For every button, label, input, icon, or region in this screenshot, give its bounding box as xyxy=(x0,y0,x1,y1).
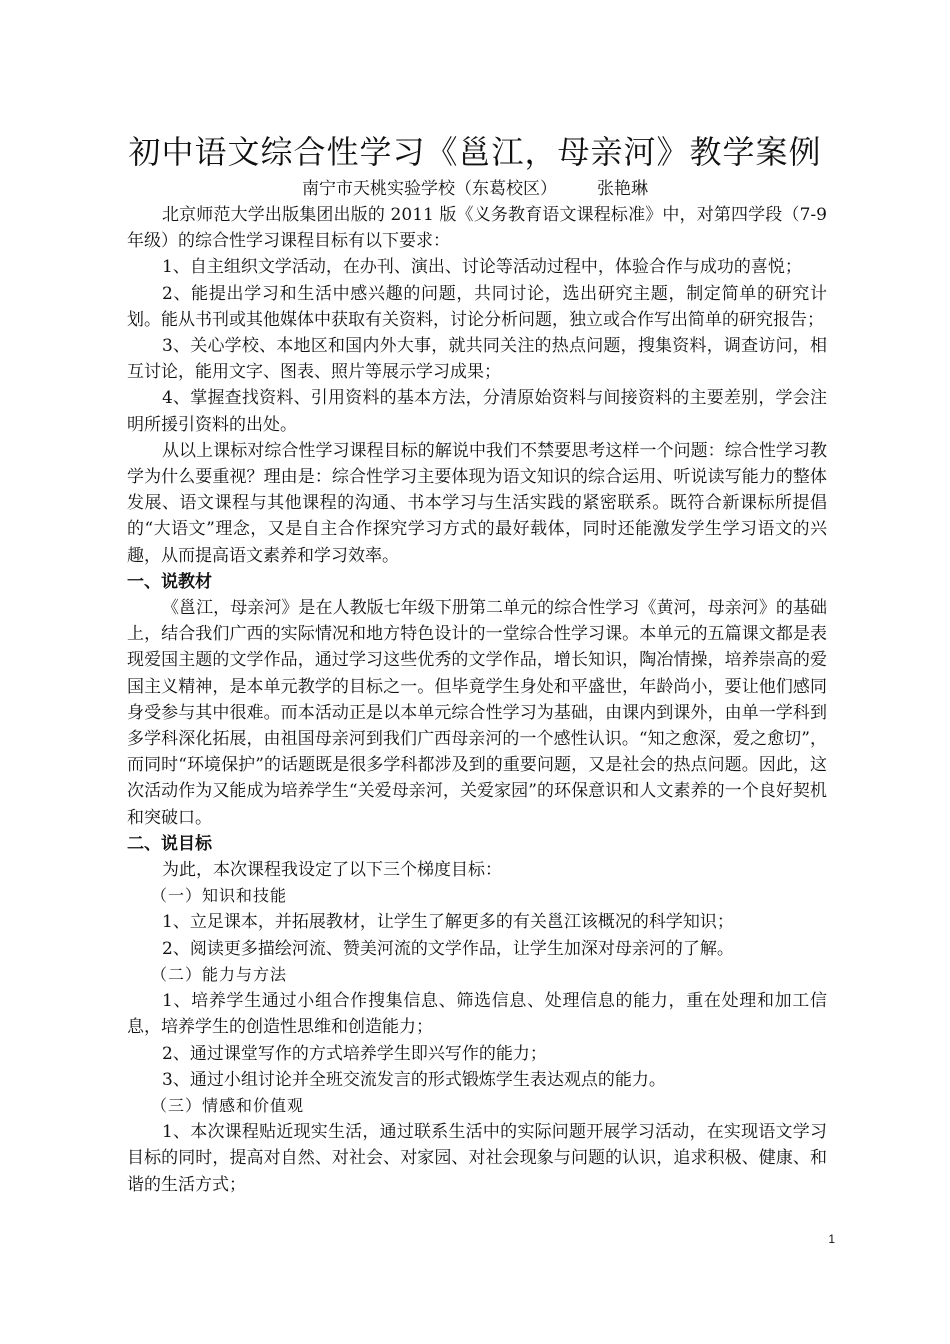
section-heading: 一、说教材 xyxy=(127,571,212,592)
paragraph: 1、自主组织文学活动，在办刊、演出、讨论等活动过程中，体验合作与成功的喜悦； xyxy=(162,257,802,278)
paragraph: 1、立足课本，并拓展教材，让学生了解更多的有关邕江该概况的科学知识； xyxy=(162,912,734,933)
document-title: 初中语文综合性学习《邕江，母亲河》教学案例 xyxy=(128,133,822,171)
author-line xyxy=(0,177,950,201)
paragraph: 2、能提出学习和生活中感兴趣的问题，共同讨论，选出研究主题，制定简单的研究计划。能从书刊或其他媒体中获取有关资料，讨论分析问题，独立或合作写出简单的研究报告； xyxy=(127,283,827,330)
paragraph: 为此，本次课程我设定了以下三个梯度目标： xyxy=(162,860,502,881)
paragraph: 2、阅读更多描绘河流、赞美河流的文学作品，让学生加深对母亲河的了解。 xyxy=(162,938,734,959)
paragraph: 北京师范大学出版集团出版的 2011 版《义务教育语文课程标准》中，对第四学段（7-9 年级）的综合性学习课程目标有以下要求： xyxy=(127,205,827,252)
paragraph: 1、培养学生通过小组合作搜集信息、筛选信息、处理信息的能力，重在处理和加工信息，培养学生的创造性思维和创造能力； xyxy=(127,991,827,1038)
author-name: 张艳琳 xyxy=(597,179,648,199)
subsection-heading: （三）情感和价值观 xyxy=(151,1095,305,1115)
paragraph: 《邕江，母亲河》是在人教版七年级下册第二单元的综合性学习《黄河，母亲河》的基础上，结合我们广西的实际情况和地方特色设计的一堂综合性学习课。本单元的五篇课文都是表现爱国主题的文学作品，通过学习这些优秀的文学作品，增长知识，陶冶情操，培养崇高的爱国主义精神，是本单元教学的目标之一。但毕竟学生身处和平盛世，年龄尚小，要让他们感同身受参与其中很难。而本活动正是以本单元综合性学习为基础，由课内到课外，由单一学科到多学科深化拓展，由祖国母亲河到我们广西母亲河的一个感性认识。“知之愈深，爱之愈切”，而同时“环境保护”的话题既是很多学科都涉及到的重要问题，又是社会的热点问题。因此，这次活动作为又能成为培养学生“关爱母亲河，关爱家园”的环保意识和人文素养的一个良好契机和突破口。 xyxy=(127,598,827,828)
paragraph: 从以上课标对综合性学习课程目标的解说中我们不禁要思考这样一个问题：综合性学习教学为什么要重视？理由是：综合性学习主要体现为语文知识的综合运用、听说读写能力的整体发展、语文课程与其他课程的沟通、书本学习与生活实践的紧密联系。既符合新课标所提倡的“大语文”理念，又是自主合作探究学习方式的最好载体，同时还能激发学生学习语文的兴趣，从而提高语文素养和学习效率。 xyxy=(127,440,827,566)
paragraph: 4、掌握查找资料、引用资料的基本方法，分清原始资料与间接资料的主要差别，学会注明所援引资料的出处。 xyxy=(127,388,827,435)
page-number: 1 xyxy=(828,1232,835,1246)
school-name: 南宁市天桃实验学校（东葛校区） xyxy=(302,179,557,199)
paragraph: 3、关心学校、本地区和国内外大事，就共同关注的热点问题，搜集资料，调查访问，相互讨论，能用文字、图表、照片等展示学习成果； xyxy=(127,336,827,383)
paragraph: 1、本次课程贴近现实生活，通过联系生活中的实际问题开展学习活动，在实现语文学习目标的同时，提高对自然、对社会、对家园、对社会现象与问题的认识，追求积极、健康、和谐的生活方式； xyxy=(127,1122,827,1195)
subsection-heading: （二）能力与方法 xyxy=(151,964,288,984)
section-heading: 二、说目标 xyxy=(127,833,212,854)
paragraph: 2、通过课堂写作的方式培养学生即兴写作的能力； xyxy=(162,1043,547,1064)
document-body xyxy=(127,202,827,1198)
subsection-heading: （一）知识和技能 xyxy=(151,886,288,906)
paragraph: 3、通过小组讨论并全班交流发言的形式锻炼学生表达观点的能力。 xyxy=(162,1069,666,1090)
